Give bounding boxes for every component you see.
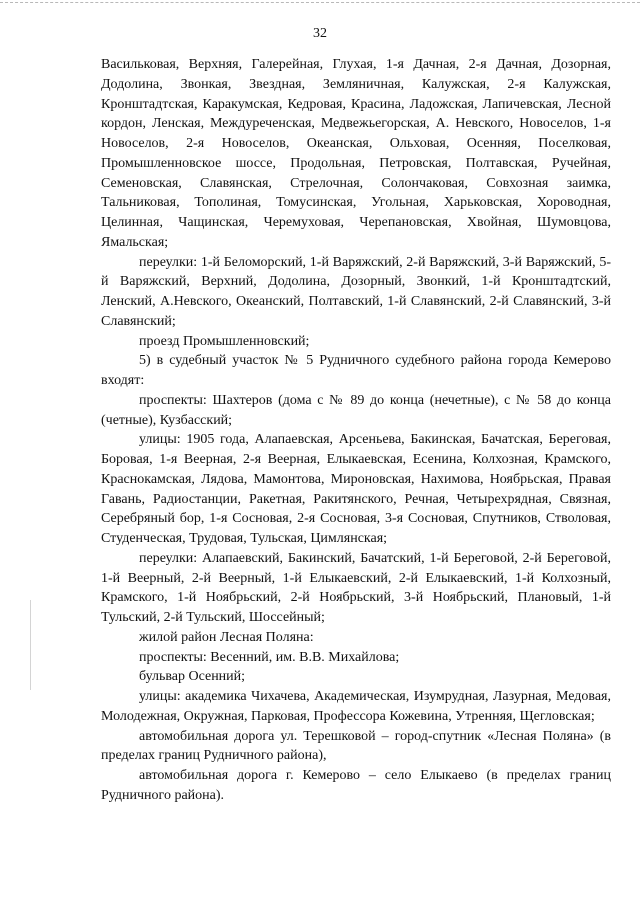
paragraph-boulevard: бульвар Осенний; [139, 669, 246, 685]
page-number: 32 [313, 26, 327, 41]
paragraph-section-5-heading: 5) в судебный участок № 5 Рудничного судебного района города Кемерово входят: [101, 353, 611, 388]
paragraph-passage: проезд Промышленновский; [139, 333, 310, 349]
paragraph-lanes: переулки: 1-й Беломорский, 1-й Варяжский, 2-й Варяжский, 3-й Варяжский, 5-й Варяжский, Верхний, Додолина, Дозорный, Звонкий, 1-й Кронштадтский, Ленский, А.Невского, Океанский, Полтавский, 1-й Славянский, 2-й Славянский, 3-й Славянский; [101, 254, 611, 329]
document-body [101, 55, 611, 806]
paragraph-streets-continued: Васильковая, Верхняя, Галерейная, Глухая, 1-я Дачная, 2-я Дачная, Дозорная, Додолина, Звонкая, Звездная, Земляничная, Калужская, 2-я Калужская, Кронштадтская, Каракумская, Кедровая, Красина, Ладожская, Лапичевская, Лесной кордон, Ленская, Междуреченская, Медвежьегорская, А. Невского, Новоселов, 1-я Новоселов, 2-я Новоселов, Океанская, Ольховая, Осенняя, Поселковая, Промышленновское шоссе, Продольная, Петровская, Полтавская, Ручейная, Семеновская, Славянская, Стрелочная, Солончаковая, Совхозная заимка, Тальниковая, Тополиная, Томусинская, Угольная, Харьковская, Хороводная, Целинная, Чащинская, Черемуховая, Черепановская, Хвойная, Шумовцова, Ямальская; [101, 57, 611, 250]
scan-top-edge [0, 2, 640, 3]
paragraph-district: жилой район Лесная Поляна: [139, 629, 314, 645]
paragraph-avenues: проспекты: Шахтеров (дома с № 89 до конца (нечетные), с № 58 до конца (четные), Кузбасский; [101, 392, 611, 428]
paragraph-district-avenues: проспекты: Весенний, им. В.В. Михайлова; [139, 649, 400, 665]
paragraph-road-1: автомобильная дорога ул. Терешковой – город-спутник «Лесная Поляна» (в пределах границ Рудничного района), [101, 728, 611, 764]
scan-margin-mark [30, 600, 31, 690]
paragraph-district-streets: улицы: академика Чихачева, Академическая, Изумрудная, Лазурная, Медовая, Молодежная, Окружная, Парковая, Профессора Кожевина, Утренняя, Щегловская; [101, 689, 611, 724]
paragraph-lanes-2: переулки: Алапаевский, Бакинский, Бачатский, 1-й Береговой, 2-й Береговой, 1-й Веерный, 2-й Веерный, 1-й Елыкаевский, 2-й Елыкаевский, 1-й Колхозный, Крамского, 1-й Ноябрьский, 2-й Ноябрьский, 3-й Ноябрьский, Плановый, 1-й Тульский, 2-й Тульский, Шоссейный; [101, 550, 611, 625]
paragraph-road-2: автомобильная дорога г. Кемерово – село Елыкаево (в пределах границ Рудничного района). [101, 768, 611, 803]
paragraph-streets: улицы: 1905 года, Алапаевская, Арсеньева, Бакинская, Бачатская, Береговая, Боровая, 1-я Веерная, 2-я Веерная, Елыкаевская, Есенина, Колхозная, Крамского, Краснокамская, Лядова, Мамонтова, Мироновская, Нахимова, Ноябрьская, Правая Гавань, Радиостанции, Ракетная, Ракитянского, Речная, Четырехрядная, Связная, Серебряный бор, 1-я Сосновая, 2-я Сосновая, 3-я Сосновая, Спутников, Стволовая, Студенческая, Трудовая, Тульская, Цимлянская; [101, 432, 611, 546]
